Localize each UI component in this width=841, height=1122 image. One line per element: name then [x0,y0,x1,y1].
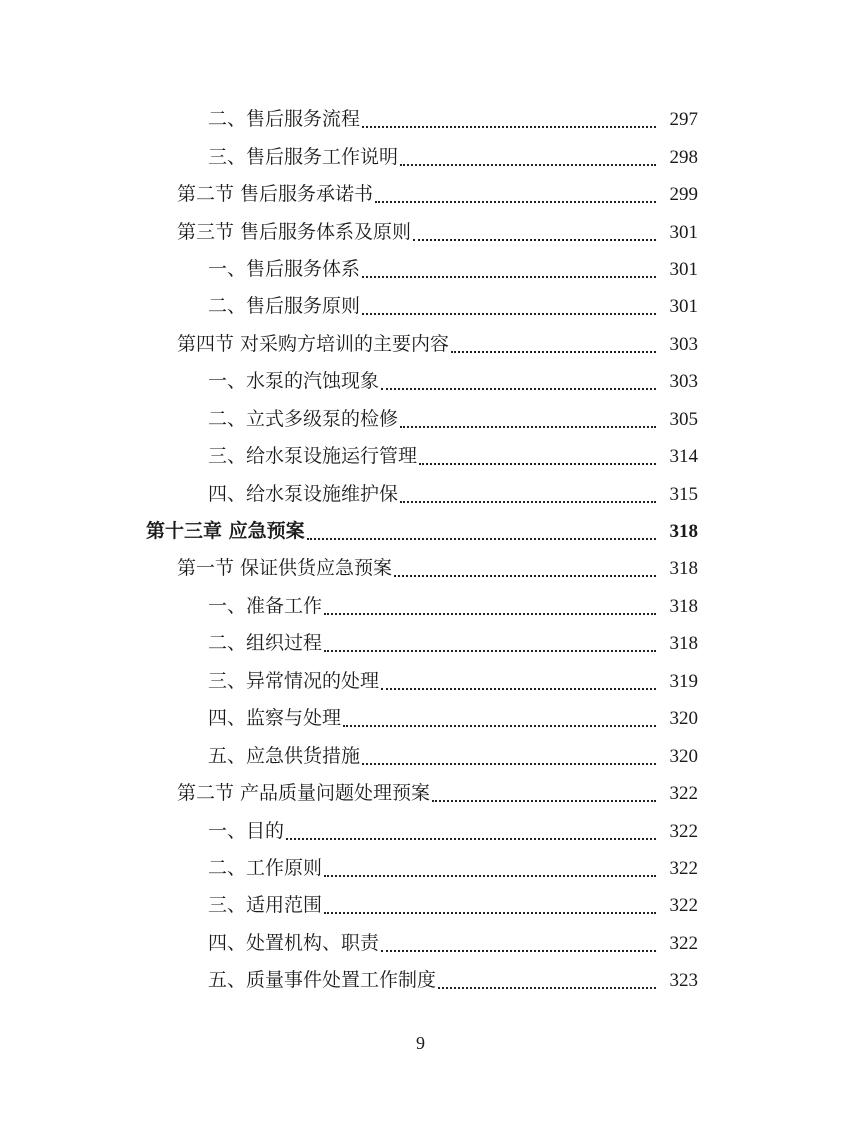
toc-entry-label: 二、组织过程 [208,632,323,655]
toc-entry[interactable] [0,700,841,737]
dot-leader [438,986,656,989]
toc-entry-page: 322 [669,783,698,805]
toc-entry[interactable] [0,663,841,700]
dot-leader [324,911,656,914]
toc-entry[interactable] [0,962,841,999]
toc-entry[interactable] [0,101,841,138]
dot-leader [286,837,656,840]
toc-entry-label: 第一节 保证供货应急预案 [177,557,393,580]
toc-entry[interactable] [0,326,841,363]
dot-leader [419,462,656,465]
toc-entry[interactable] [0,251,841,288]
dot-leader [362,762,656,765]
toc-entry-page: 323 [669,970,698,992]
toc-entry-label: 二、售后服务原则 [208,295,361,318]
dot-leader [362,312,656,315]
toc-entry[interactable] [0,288,841,325]
dot-leader [362,275,656,278]
toc-entry-page: 301 [669,296,698,318]
dot-leader [343,724,656,727]
dot-leader [375,200,656,203]
toc-entry[interactable] [0,363,841,400]
toc-entry-page: 322 [669,820,698,842]
toc-entry-label: 四、给水泵设施维护保 [208,482,399,505]
toc-entry[interactable] [0,812,841,849]
table-of-contents [0,101,841,1000]
toc-entry-label: 二、工作原则 [208,856,323,879]
dot-leader [394,574,656,577]
dot-leader [324,649,656,652]
dot-leader [400,500,656,503]
dot-leader [400,425,656,428]
toc-entry-label: 第二节 产品质量问题处理预案 [177,782,431,805]
toc-entry-page: 305 [669,408,698,430]
toc-entry-page: 298 [669,146,698,168]
toc-entry[interactable] [0,401,841,438]
toc-entry-page: 320 [669,708,698,730]
toc-entry-page: 318 [669,633,698,655]
toc-entry-label: 一、售后服务体系 [208,257,361,280]
toc-entry[interactable] [0,475,841,512]
toc-entry-page: 319 [669,670,698,692]
toc-entry-label: 五、应急供货措施 [208,744,361,767]
toc-entry-page: 297 [669,109,698,131]
toc-entry-label: 第四节 对采购方培训的主要内容 [177,332,450,355]
dot-leader [451,350,656,353]
toc-entry-label: 一、准备工作 [208,594,323,617]
toc-entry-label: 五、质量事件处置工作制度 [208,969,437,992]
toc-entry-label: 四、监察与处理 [208,707,342,730]
toc-entry[interactable] [0,775,841,812]
dot-leader [362,125,656,128]
toc-entry[interactable] [0,438,841,475]
toc-entry[interactable] [0,213,841,250]
toc-entry[interactable] [0,138,841,175]
toc-entry-page: 314 [669,446,698,468]
toc-entry-label: 三、售后服务工作说明 [208,145,399,168]
toc-entry-label: 四、处置机构、职责 [208,931,380,954]
toc-entry-page: 322 [669,895,698,917]
dot-leader [307,537,656,540]
toc-entry[interactable] [0,737,841,774]
toc-entry-label: 一、目的 [208,819,285,842]
toc-entry-page: 322 [669,857,698,879]
toc-entry[interactable] [0,550,841,587]
toc-entry[interactable] [0,588,841,625]
dot-leader [413,238,656,241]
dot-leader [324,612,656,615]
toc-entry-page: 301 [669,221,698,243]
dot-leader [400,163,656,166]
toc-entry-label: 一、水泵的汽蚀现象 [208,370,380,393]
dot-leader [324,874,656,877]
toc-entry[interactable] [0,625,841,662]
toc-entry-page: 320 [669,745,698,767]
toc-entry-label: 第十三章 应急预案 [146,520,305,543]
dot-leader [381,387,656,390]
toc-entry-label: 三、异常情况的处理 [208,669,380,692]
dot-leader [432,799,656,802]
toc-entry[interactable] [0,850,841,887]
toc-entry-page: 315 [669,483,698,505]
toc-entry[interactable] [0,925,841,962]
toc-entry-page: 303 [669,371,698,393]
toc-entry-label: 第三节 售后服务体系及原则 [177,220,412,243]
toc-entry-label: 二、立式多级泵的检修 [208,407,399,430]
toc-entry-page: 318 [669,521,698,543]
dot-leader [381,949,656,952]
toc-entry[interactable] [0,176,841,213]
toc-entry-label: 三、给水泵设施运行管理 [208,445,418,468]
toc-entry[interactable] [0,887,841,924]
toc-entry-page: 303 [669,333,698,355]
toc-entry-label: 三、适用范围 [208,894,323,917]
toc-entry-page: 318 [669,595,698,617]
toc-entry-page: 299 [669,184,698,206]
toc-entry-label: 二、售后服务流程 [208,108,361,131]
toc-chapter-entry[interactable] [0,513,841,550]
toc-entry-page: 301 [669,258,698,280]
toc-entry-page: 318 [669,558,698,580]
toc-entry-page: 322 [669,932,698,954]
toc-entry-label: 第二节 售后服务承诺书 [177,183,374,206]
page-number: 9 [416,1033,425,1053]
dot-leader [381,687,656,690]
